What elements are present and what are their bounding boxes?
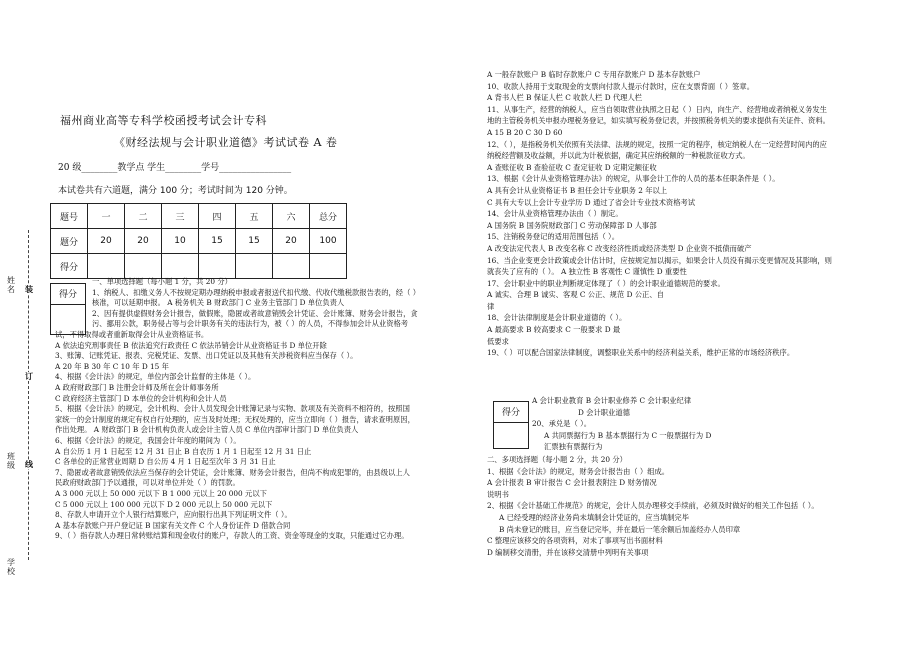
question-line: D 编制移交清册，并在该移交清册中列明有关事项: [487, 547, 649, 557]
question-line: A 共同票据行为 B 基本票据行为 C 一般票据行为 D: [544, 430, 712, 440]
question-line: 6、根据《会计法》的规定，我国会计年度的期间为（ ）。: [55, 435, 241, 445]
question-line: 就丧失了应有的（ ）。 A 独立性 B 客观性 C 谨慎性 D 重要性: [487, 267, 687, 277]
question-line: A 15 B 20 C 30 D 60: [487, 127, 563, 137]
score-points-cell: 15: [199, 229, 236, 254]
question-line: A 已经受理的经济业务尚未填制会计凭证的，应当填制完毕: [499, 512, 690, 522]
question-line: 12、（ ），是指税务机关依照有关法律、法规的规定，按照一定的程序，核定纳税人在一定经营时间内的应: [487, 139, 827, 149]
question-line: 作出处理。 A 财政部门 B 会计机构负责人或会计主管人员 C 单位内部审计部门 D 单位负责人: [55, 425, 359, 435]
exam-notice: 本试卷共有六道题，满分 100 分；考试时间为 120 分钟。: [58, 186, 293, 196]
question-line: 家统一的会计制度的规定有权自行处理的，应当及时处理；无权处理的，应当立即向（ ）报告，请求查明原因，: [55, 414, 415, 424]
score-header-cell: 题号: [51, 204, 88, 229]
question-line: 15、注销税务登记的适用范围包括（ ）。: [487, 232, 620, 242]
score-points-cell: 10: [162, 229, 199, 254]
question-line: 5、根据《会计法》的规定，会计机构、会计人员发现会计账簿记录与实物、款项及有关资料不相符的，按照国: [55, 404, 410, 414]
binding-mark-ding: 订: [25, 371, 33, 381]
question-line: A 背书人栏 B 保证人栏 C 收款人栏 D 代理人栏: [487, 93, 643, 103]
score-defen-cell[interactable]: [88, 254, 125, 279]
question-line: 11、从事生产，经营的纳税人，应当自领取营业执照之日起（ ）日内，向生产、经营地或者纳税义务发生: [487, 104, 827, 114]
question-line: 说明书: [487, 489, 509, 499]
question-line: A 依法追究刑事责任 B 依法追究行政责任 C 依法吊销会计从业资格证书 D 单位开除: [55, 340, 327, 350]
score-box-label: 得分: [51, 286, 85, 305]
question-line: 1、根据《会计法》的规定，财务会计报告由（ ）组成。: [487, 466, 670, 476]
school-title: 福州商业高等专科学校函授考试会计专科: [60, 114, 267, 127]
question-line: 16、当企业变更会计政策或会计估计时，应按规定加以揭示，如果会计人员没有揭示变更情况及其影响，则: [487, 255, 832, 265]
score-table-defen-row: [51, 254, 347, 279]
score-points-cell: 15: [236, 229, 273, 254]
school-label: 学校: [7, 558, 15, 576]
score-points-cell: 20: [88, 229, 125, 254]
question-line: A 改变法定代表人 B 改变名称 C 改变经济性质或经济类型 D 企业资不抵债而破产: [487, 243, 752, 253]
question-line: 试，不得取得或者重新取得会计从业资格证书。: [55, 330, 209, 339]
question-line: 3、账簿、记账凭证、报表、完税凭证、发票、出口凭证以及其他有关涉税资料应当保存（ ）。: [55, 351, 358, 361]
name-label: 姓名: [7, 276, 15, 294]
question-line: 一、单项选择题（每小题 1 分，共 20 分）: [92, 277, 232, 286]
score-points-cell: 20: [273, 229, 310, 254]
score-defen-cell[interactable]: [162, 254, 199, 279]
question-line: 4、根据《会计法》的规定，单位内部会计监督的主体是（ ）。: [55, 372, 256, 382]
question-line: A 政府财政部门 B 注册会计师及所在会计师事务所: [55, 382, 219, 392]
question-line: 19、（ ）可以配合国家法律制度，调整职业关系中的经济利益关系，维护正常的市场经济秩序。: [487, 348, 795, 358]
question-line: 律: [487, 301, 495, 311]
class-label: 班级: [7, 452, 15, 470]
question-line: 17、会计职业中的职业判断规定体现了（ ）的会计职业道德规范的要求。: [487, 278, 725, 288]
score-defen-cell[interactable]: [125, 254, 162, 279]
score-points-cell: 题分: [51, 229, 88, 254]
question-line: 纳税经营额及收益额，并以此为计税依据，确定其应纳税额的一种税款征收方式。: [487, 151, 750, 161]
score-defen-cell: 得分: [51, 254, 88, 279]
question-line: A 自公历 1 月 1 日起至 12 月 31 日止 B 自农历 1 月 1 日起至 12 月 31 日止: [55, 446, 312, 456]
question-line: A 具有会计从业资格证书 B 担任会计专业职务 2 年以上: [487, 185, 668, 195]
question-line: C 具有大专以上会计专业学历 D 通过了省会计专业技术资格考试: [487, 197, 696, 207]
score-defen-cell[interactable]: [199, 254, 236, 279]
question-line: 2、根据《会计基础工作规范》的规定，会计人员办理移交手续前，必须及时做好的相关工作包括（ ）。: [487, 501, 819, 511]
question-line: B 尚未登记的账目，应当登记完毕，并在最后一笔余额后加盖经办人员印章: [499, 524, 741, 534]
score-defen-cell[interactable]: [310, 254, 347, 279]
question-line: A 3 000 元以上 50 000 元以下 B 1 000 元以上 20 000 元以下: [55, 488, 267, 498]
question-line: A 20 年 B 30 年 C 10 年 D 15 年: [55, 361, 169, 371]
score-header-cell: 二: [125, 204, 162, 229]
question-line: 核准，可以延期申报。 A 税务机关 B 财政部门 C 业务主管部门 D 单位负责人: [92, 298, 345, 308]
question-line: 民政府财政部门予以通报，可以对单位并处（ ）的罚款。: [55, 478, 240, 488]
exam-title: 《财经法规与会计职业道德》考试试卷 A 卷: [114, 136, 338, 149]
score-box-label: 得分: [494, 404, 528, 423]
score-header-cell: 五: [236, 204, 273, 229]
question-line: 8、存款人申请开立个人银行结算账户，应向银行出具下列证明文件（ ）。: [55, 510, 292, 520]
question-line: C 5 000 元以上 100 000 元以下 D 2 000 元以上 50 000 元以下: [55, 499, 273, 509]
score-points-cell: 100: [310, 229, 347, 254]
question-line: C 整理应该移交的各项资料，对未了事项写出书面材料: [487, 536, 663, 546]
score-defen-cell[interactable]: [273, 254, 310, 279]
score-table-header-row: [51, 204, 347, 229]
single-choice-section-cont: [55, 330, 480, 542]
question-line: 13、根据《会计从业资格管理办法》的规定，从事会计工作的人员的基本任职条件是（ ）。: [487, 174, 780, 184]
right-column-top: [487, 69, 902, 359]
question-line: 汇票独有票据行为: [544, 442, 603, 452]
score-header-cell: 总分: [310, 204, 347, 229]
question-line: 污、挪用公款，职务侵占等与会计职务有关的违法行为，被（ ）的人员，不得参加会计从业资格考: [92, 319, 409, 329]
score-table: [50, 203, 347, 279]
question-line: A 最高要求 B 较高要求 C 一般要求 D 最: [487, 325, 621, 335]
section-score-box-right: [493, 401, 529, 449]
question-line: 1、纳税人、扣缴义务人不按规定期办理纳税申报或者报送代扣代缴、代收代缴税款报告表的，经（ ）: [92, 287, 421, 297]
score-table-points-row: [51, 229, 347, 254]
section-score-box: [50, 283, 86, 335]
question-line: 二、多项选择题（每小题 2 分，共 20 分）: [487, 455, 627, 464]
binding-dash-line: [28, 230, 29, 560]
score-defen-cell[interactable]: [236, 254, 273, 279]
score-header-cell: 六: [273, 204, 310, 229]
student-info-line: 20 级________教学点 学生________学号________________: [58, 163, 292, 173]
question-line: 18、会计法律制度是会计职业道德的（ ）。: [487, 313, 627, 323]
question-line: C 政府经济主管部门 D 本单位的会计机构和会计人员: [55, 393, 227, 403]
question-line: A 查账征收 B 查验征收 C 查定征收 D 定期定额征收: [487, 162, 657, 172]
question-line: 20、承兑是（ ）。: [532, 419, 592, 429]
score-header-cell: 四: [199, 204, 236, 229]
question-line: 9、（ ）指存款人办理日常转账结算和现金收付的账户，存款人的工资、资金等现金的支取，只能通过它办理。: [55, 531, 409, 541]
multi-choice-section: [487, 454, 902, 558]
question-line: A 基本存款账户开户登记证 B 国家有关文件 C 个人身份证件 D 借款合同: [55, 520, 291, 530]
question-line: C 各单位的正常营业周期 D 自公历 4 月 1 日起至次年 3 月 31 日止: [55, 457, 276, 467]
question-line: 10、收款人持用于支取现金的支票向付款人提示付款时，应在支票背面（ ）签章。: [487, 81, 754, 91]
question-line: A 一般存款账户 B 临时存款账户 C 专用存款账户 D 基本存款账户: [487, 70, 701, 79]
question-line: 7、隐匿或者故意销毁依法应当保存的会计凭证，会计账簿、财务会计报告，但尚不构成犯罪的，由县级以上人: [55, 467, 410, 477]
question-line: D 会计职业道德: [578, 407, 630, 417]
binding-mark-zhuang: 装: [25, 284, 33, 294]
question-line: 2、因有提供虚假财务会计报告，做假账，隐匿或者故意销毁会计凭证、会计账簿、财务会计报告，贪: [92, 308, 418, 318]
question-line: A 诚实、合理 B 诚实、客观 C 公正、规范 D 公正、自: [487, 290, 664, 300]
question-line: A 会计职业教育 B 会计职业修养 C 会计职业纪律: [532, 396, 692, 405]
question-line: 地的主管税务机关申报办理税务登记，如实填写税务登记表，并按照税务机关的要求提供有关证件、资料。: [487, 116, 830, 126]
binding-mark-xian: 线: [25, 459, 33, 469]
binding-margin: [0, 0, 48, 651]
question-line: 低要求: [487, 336, 509, 346]
question-line: A 会计报表 B 审计报告 C 会计报表附注 D 财务情况: [487, 478, 657, 488]
score-header-cell: 三: [162, 204, 199, 229]
single-choice-section: [92, 277, 480, 330]
q19-q20-block: [532, 395, 902, 453]
question-line: A 国务院 B 国务院财政部门 C 劳动保障部 D 人事部: [487, 220, 657, 230]
score-header-cell: 一: [88, 204, 125, 229]
score-points-cell: 20: [125, 229, 162, 254]
question-line: 14、会计从业资格管理办法由（ ）制定。: [487, 209, 623, 219]
